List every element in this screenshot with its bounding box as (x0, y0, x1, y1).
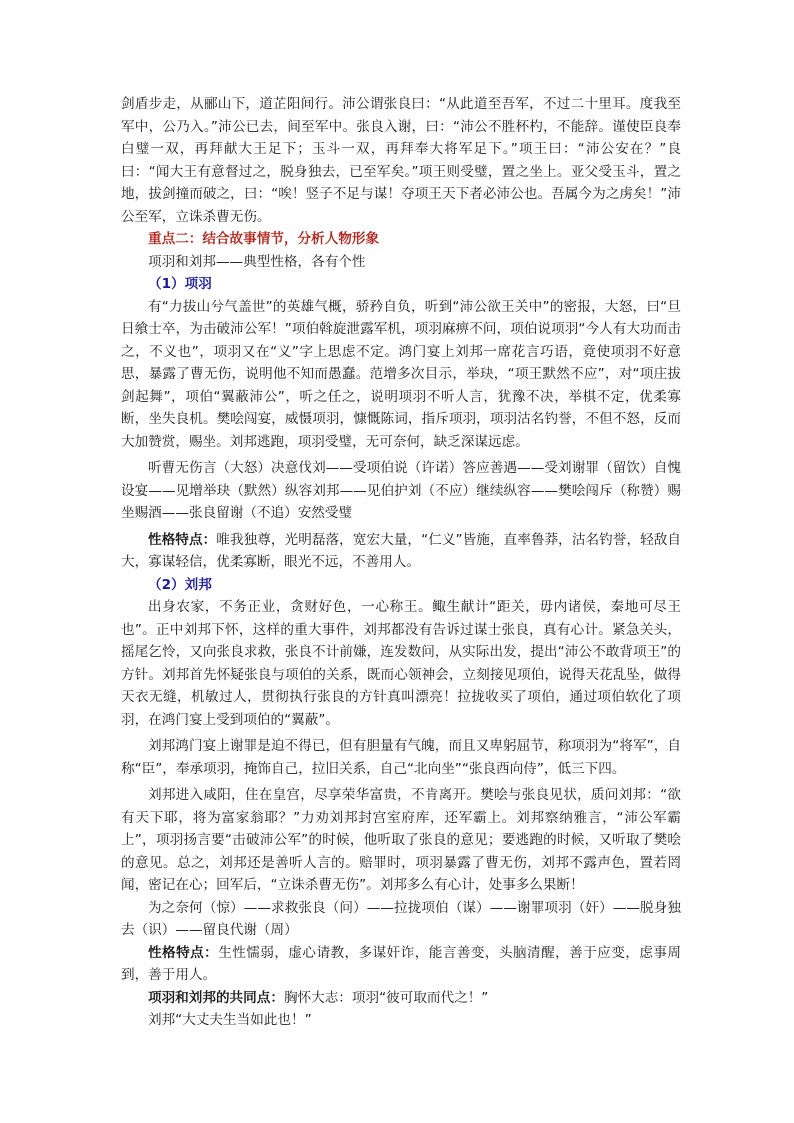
trait-label: 性格特点： (148, 531, 217, 548)
story-paragraph: 剑盾步走，从郦山下，道芷阳间行。沛公谓张良曰：“从此道至吾军，不过二十里耳。度我至军中，公乃入。”沛公已去，间至军中。张良入谢，曰：“沛公不胜杯杓，不能辞。谨使臣良奉白璧一双，再拜献大王足下；玉斗一双，再拜奉大将军足下。”项王曰：“沛公安在？”良曰：“闻大王有意督过之，脱身独去，已至军矣。”项王则受璧，置之坐上。亚父受玉斗，置之地，拔剑撞而破之，曰：“唉！竖子不足与谋！夺项王天下者必沛公也。吾属今为之虏矣！”沛公至军，立诛杀曹无伤。 (121, 96, 681, 225)
document-body (121, 93, 681, 1032)
intro-line: 项羽和刘邦——典型性格，各有个性 (148, 253, 366, 270)
liubang-plot-chain: 为之奈何（惊）——求救张良（问）——拉拢项伯（谋）——谢罪项羽（奸）——脱身独去（识）——留良代谢（周） (121, 899, 681, 938)
trait-label: 性格特点： (148, 944, 219, 961)
subheading-liubang: （2）刘邦 (148, 576, 212, 593)
section-heading: 重点二：结合故事情节，分析人物形象 (148, 231, 380, 247)
common-text: 胸怀大志：项羽“彼可取而代之！” (283, 989, 489, 1006)
liubang-analysis-paragraph-2: 刘邦鸿门宴上谢罪是迫不得已，但有胆量有气魄，而且又卑躬屈节，称项羽为“将军”，自称“臣”，奉承项羽，掩饰自己，拉旧关系，自己“北向坐”“张良西向侍”，低三下四。 (121, 738, 681, 777)
closing-line: 刘邦“大丈夫生当如此也！” (148, 1012, 312, 1028)
liubang-analysis-paragraph-1: 出身农家，不务正业，贪财好色，一心称王。鲰生献计“距关，毋内诸侯，秦地可尽王也”。正中刘邦下怀，这样的重大事件，刘邦都没有告诉过谋士张良，真有心计。紧急关头，摇尾乞怜，又向张良求救，张良不计前嫌，连发数问，从实际出发，提出“沛公不敢背项王”的方针。刘邦首先怀疑张良与项伯的关系，既而心领神会，立刻接见项伯，说得天花乱坠，做得天衣无缝，机敏过人，贯彻执行张良的方针真叫漂亮！拉拢收买了项伯，通过项伯软化了项羽，在鸿门宴上受到项伯的“翼蔽”。 (121, 599, 681, 728)
xiangyu-traits (121, 529, 681, 574)
trait-text: 唯我独尊，光明磊落，宽宏大量，“仁义”皆施，直率鲁莽，沽名钓誉，轻敌自大，寡谋轻信，优柔寡断，眼光不远，不善用人。 (121, 531, 682, 570)
common-label: 项羽和刘邦的共同点： (148, 989, 284, 1006)
common-points (121, 987, 681, 1010)
liubang-traits (121, 942, 681, 987)
trait-text: 生性懦弱，虚心请教，多谋奸诈，能言善变，头脑清醒，善于应变，虑事周到，善于用人。 (121, 944, 682, 983)
subheading-xiangyu: （1）项羽 (148, 276, 212, 292)
liubang-analysis-paragraph-3: 刘邦进入咸阳，住在皇宫，尽享荣华富贵，不肯离开。樊哙与张良见状，质问刘邦：“欲有天下耶，将为富家翁耶？”力劝刘邦封宫室府库，还军霸上。刘邦察纳雅言，“沛公军霸上”，项羽扬言要“击破沛公军”的时候，他听取了张良的意见；要逃跑的时候，又听取了樊哙的意见。总之，刘邦还是善听人言的。赔罪时，项羽暴露了曹无伤，刘邦不露声色，置若罔闻，密记在心；回军后，“立诛杀曹无伤”。刘邦多么有心计，处事多么果断！ (121, 787, 681, 893)
xiangyu-plot-chain: 听曹无伤言（大怒）决意伐刘——受项伯说（许诺）答应善遇——受刘谢罪（留饮）自愧设宴——见增举玦（默然）纵容刘邦——见伯护刘（不应）继续纵容——樊哙闯斥（称赞）赐坐赐酒——张良留谢（不追）安然受璧 (121, 460, 681, 521)
xiangyu-analysis-paragraph: 有“力拔山兮气盖世”的英雄气概，骄矜自负，听到“沛公欲王关中”的密报，大怒，曰“旦日飨士卒，为击破沛公军！”项伯斡旋泄露军机，项羽麻痹不问，项伯说项羽“今人有大功而击之，不义也”，项羽又在“义”字上思虑不定。鸿门宴上刘邦一席花言巧语，竟使项羽不好意思，暴露了曹无伤，说明他不知而愚蠢。范增多次目示，举玦，“项王默然不应”，对“项庄拔剑起舞”，项伯“翼蔽沛公”，听之任之，说明项羽不听人言，犹豫不决，举棋不定，优柔寡断，坐失良机。樊哙闯宴，威慑项羽，慷慨陈词，指斥项羽，项羽沽名钓誉，不但不怒，反而大加赞赏，赐坐。刘邦逃跑，项羽受璧，无可奈何，缺乏深谋远虑。 (121, 298, 681, 450)
